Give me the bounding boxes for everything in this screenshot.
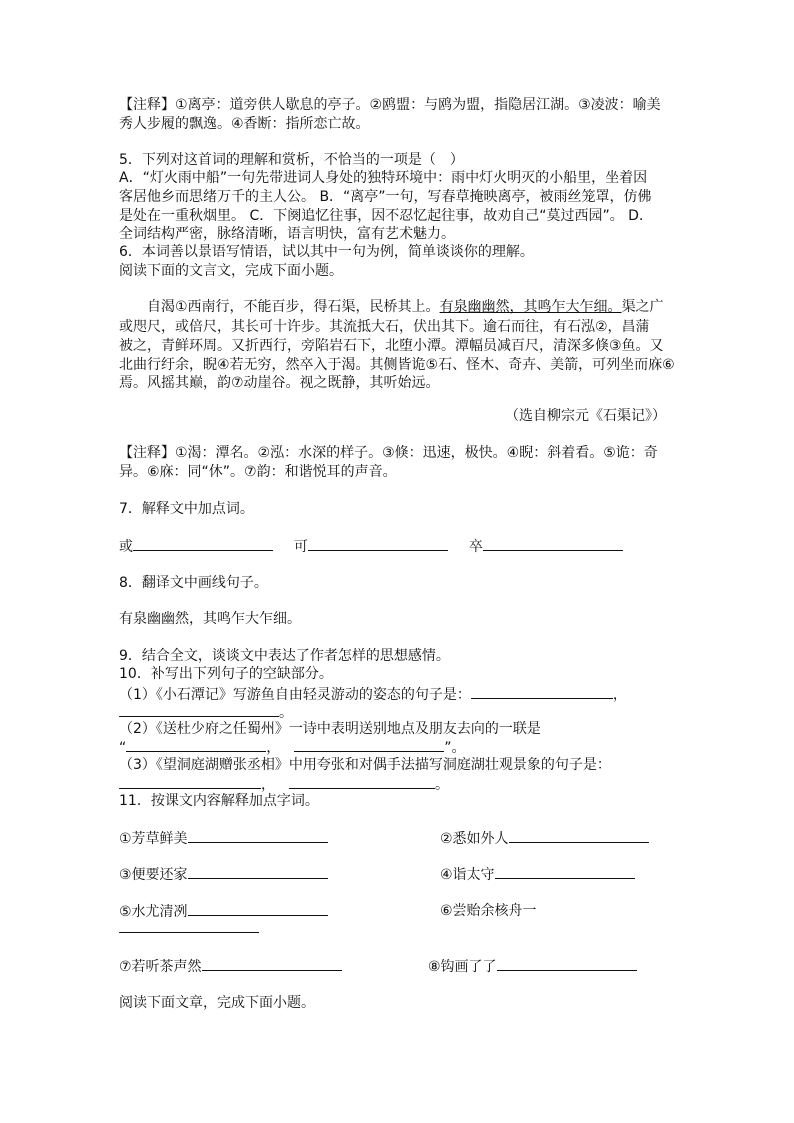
q9-stem: 9．结合全文，谈谈文中表达了作者怎样的思想感情。 (119, 648, 450, 664)
note2-line2: 异。⑥庥：同“休”。⑦韵：和谐悦耳的声音。 (119, 464, 397, 480)
q5-line3: 是处在一重秋烟里。 C．下阕追忆往事，因不忍忆起往事，故劝自己“莫过西园”。 D． (119, 208, 653, 224)
passage-line1-b: 渠之广 (621, 299, 664, 315)
underlined-sentence: 有泉幽幽然，其鸣乍大乍细。 (439, 299, 622, 315)
q11-answer-1[interactable] (188, 828, 328, 843)
q10-blank-2a[interactable] (126, 737, 266, 752)
q11-item-5-text: ⑤水尤清冽 (119, 904, 188, 920)
q10-comma: ， (612, 687, 627, 703)
q10-part3: （3）《望洞庭湖赠张丞相》中用夸张和对偶手法描写洞庭湖壮观景象的句子是： (119, 757, 611, 773)
q11-item-3-text: ③便要还家 (119, 867, 188, 883)
q7-answer-3[interactable] (483, 536, 623, 551)
q11-item-4-text: ④诣太守 (440, 867, 495, 883)
q7-word-1: 或 (119, 539, 133, 555)
q10-stem: 10．补写出下列句子的空缺部分。 (119, 666, 333, 682)
q7-stem: 7．解释文中加点词。 (119, 501, 254, 517)
reading-intro: 阅读下面的文言文，完成下面小题。 (119, 263, 343, 279)
q5-line2: 客居他乡而思绪万千的主人公。 B．“离亭”一句，写春草掩映离亭，被雨丝笼罩，仿佛 (119, 189, 652, 205)
passage-line3: 被之，青鲜环周。又折西行，旁陷岩石下，北堕小潭。潭幅员减百尺，清深多倏③鱼。又 (119, 338, 664, 354)
q7-word-3: 卒 (468, 539, 483, 555)
q10-comma: ， (261, 777, 275, 793)
q8-stem: 8．翻译文中画线句子。 (119, 575, 268, 591)
q11-answer-7[interactable] (202, 956, 342, 971)
passage-line4: 北曲行纡余，睨④若无穷，然卒入于渴。其侧皆诡⑤石、怪木、奇卉、美箭，可列坐而庥⑥ (119, 357, 675, 373)
q7-blanks (119, 536, 623, 557)
q10-blank-2b[interactable] (294, 737, 444, 752)
q6-stem: 6．本词善以景语写情语，试以其中一句为例，简单谈谈你的理解。 (119, 244, 534, 260)
note1-line1: 【注释】①离亭：道旁供人歇息的亭子。②鸥盟：与鸥为盟，指隐居江湖。③凌波：喻美 (119, 97, 661, 113)
passage-line1 (147, 297, 664, 317)
q7-answer-1[interactable] (133, 536, 273, 551)
q10-part1-text: （1）《小石潭记》写游鱼自由轻灵游动的姿态的句子是： (119, 687, 471, 703)
q11-item-6-cont (119, 918, 259, 939)
q11-answer-4[interactable] (495, 864, 635, 879)
q10-blank-1b[interactable] (119, 702, 279, 717)
note1-line2: 秀人步履的飘逸。④香断：指所恋亡故。 (119, 116, 370, 132)
q11-item-7 (119, 956, 342, 977)
q11-answer-3[interactable] (188, 864, 328, 879)
passage-line5: 焉。风摇其巅，韵⑦动崖谷。视之既静，其听始远。 (119, 375, 440, 391)
q11-item-1 (119, 828, 328, 849)
q10-close-quote: ”。 (444, 740, 466, 756)
passage-source: （选自柳宗元《石渠记》） (505, 408, 666, 424)
q11-item-3 (119, 864, 328, 885)
q11-item-2 (440, 828, 649, 849)
q11-item-1-text: ①芳草鲜美 (119, 831, 188, 847)
q10-open-quote: “ (119, 740, 127, 756)
q10-period: 。 (435, 777, 449, 793)
q11-stem: 11．按课文内容解释加点字词。 (119, 793, 319, 809)
note2-line1: 【注释】①渴：潭名。②泓：水深的样子。③倏：迅速，极快。④睨：斜着看。⑤诡：奇 (119, 445, 658, 461)
q8-sentence: 有泉幽幽然，其鸣乍大乍细。 (119, 611, 301, 627)
q10-comma: ， (266, 740, 281, 756)
q11-answer-2[interactable] (509, 828, 649, 843)
q11-item-6: ⑥尝贻余核舟一 (440, 903, 537, 919)
q10-blank-1a[interactable] (471, 684, 613, 699)
passage-line1-a: 自渴①西南行，不能百步，得石渠，民桥其上。 (147, 299, 440, 315)
reading-intro-2: 阅读下面文章，完成下面小题。 (119, 995, 315, 1011)
q5-stem: 5．下列对这首词的理解和赏析，不恰当的一项是（ ） (119, 152, 464, 168)
q10-period: 。 (279, 705, 293, 721)
q11-answer-8[interactable] (497, 956, 637, 971)
q11-item-8-text: ⑧钩画了了 (428, 959, 497, 975)
q11-item-4 (440, 864, 635, 885)
q5-line4: 全词结构严密，脉络清晰，语言明快，富有艺术魅力。 (119, 226, 455, 242)
q10-blank-3b[interactable] (289, 774, 435, 789)
q11-item-8 (428, 956, 637, 977)
q11-answer-5[interactable] (188, 901, 328, 916)
q11-item-7-text: ⑦若听茶声然 (119, 959, 202, 975)
q11-item-2-text: ②悉如外人 (440, 831, 509, 847)
q7-word-2: 可 (293, 539, 308, 555)
q5-line1: A．“灯火雨中船”一句先带进词人身处的独特环境中：雨中灯火明灭的小船里，坐着因 (119, 170, 648, 186)
q10-part2: （2）《送杜少府之任蜀州》一诗中表明送别地点及朋友去向的一联是 (119, 721, 541, 737)
q10-blank-3a[interactable] (119, 774, 261, 789)
q11-answer-6[interactable] (119, 918, 259, 933)
passage-line2: 或咫尺，或倍尺，其长可十许步。其流抵大石，伏出其下。逾石而往，有石泓②，昌蒲 (119, 319, 650, 335)
q7-answer-2[interactable] (308, 536, 448, 551)
